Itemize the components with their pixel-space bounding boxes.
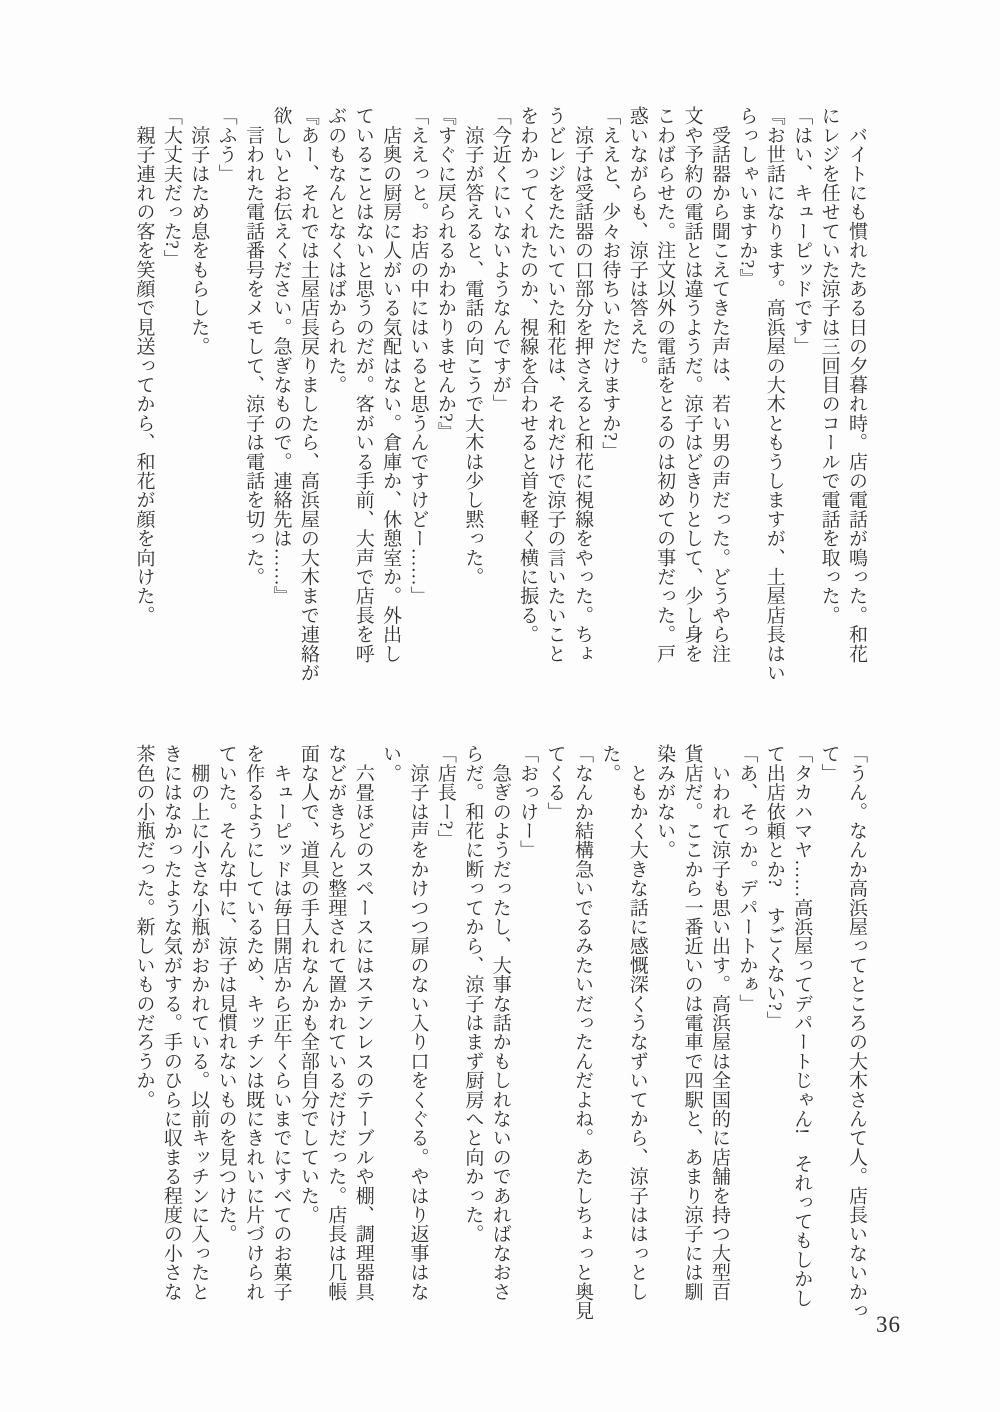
text-column: 「店長ー?」 [434, 744, 456, 849]
top-text-block [130, 106, 870, 682]
text-column: 染みがない。 [654, 744, 676, 860]
text-column: て出店依頼とか? すごくない?」 [763, 744, 785, 1031]
text-column: た。 [599, 744, 621, 783]
text-column: らだ。和花に断ってから、涼子はまず厨房へと向かった。 [462, 744, 484, 1244]
text-column: 「はい、キューピッドです」 [791, 106, 813, 356]
text-column: いわれて涼子も思い出す。高浜屋は全国的に店舗を持つ大型百 [708, 744, 730, 1301]
text-column: い。 [380, 744, 402, 783]
text-column: 惑いながらも、涼子は答えた。 [626, 106, 648, 375]
text-column: 言われた電話番号をメモして、涼子は電話を切った。 [243, 106, 265, 586]
text-column: らっしゃいますか?』 [736, 106, 758, 288]
text-column: 親子連れの客を笑顔で見送ってから、和花が顔を向けた。 [133, 106, 155, 625]
text-column: キューピッドは毎日開店から正午くらいまでにすべてのお菓子 [270, 744, 292, 1301]
text-column: 『あー、それでは土屋店長戻りましたら、高浜屋の大木まで連絡が [297, 106, 319, 682]
text-column: 茶色の小瓶だった。新しいものだろうか。 [133, 744, 155, 1109]
text-column: 面な人で、道具の手入れなんかも全部自分でしていた。 [297, 744, 319, 1224]
text-column: 「大丈夫だった?」 [160, 106, 182, 269]
text-column: 涼子が答えると、電話の向こうで大木は少し黙った。 [462, 106, 484, 586]
text-column: 「うん。なんか高浜屋ってところの大木さんて人。店長いないかっ [846, 744, 867, 1320]
page-number: 36 [876, 1312, 901, 1337]
text-column: 涼子はため息をもらした。 [188, 106, 210, 356]
text-column: 受話器から聞こえてきた声は、若い男の声だった。どうやら注 [708, 106, 730, 663]
text-column: 棚の上に小さな小瓶がおかれている。以前キッチンに入ったと [188, 744, 210, 1301]
text-column: 涼子は声をかけつつ扉のない入り口をくぐる。やはり返事はな [407, 744, 429, 1301]
text-column: 「おっけー」 [517, 744, 539, 860]
text-column: ともかく大きな話に感慨深くうなずいてから、涼子ははっとし [626, 744, 648, 1301]
text-column: 文や予約の電話とは違うようだ。涼子はどきりとして、少し身を [681, 106, 703, 663]
text-column: を作るようにしているため、キッチンは既にきれいに片づけられ [243, 744, 265, 1301]
text-column: 店奥の厨房に人がいる気配はない。倉庫か、休憩室か。外出し [380, 106, 402, 663]
text-column: 「ふう」 [215, 106, 237, 183]
text-column: きにはなかったような気がする。手のひらに収まる程度の小さな [160, 744, 182, 1301]
text-column: 「なんか結構急いでるみたいだったんだよね。あたしちょっと奥見 [571, 744, 593, 1320]
text-column: ていることはないと思うのだが。客がいる手前、大声で店長を呼 [352, 106, 374, 663]
text-column: バイトにも慣れたある日の夕暮れ時。店の電話が鳴った。和花 [846, 106, 867, 663]
text-column: 「あ、そっか。デパートかぁ」 [736, 744, 758, 1013]
text-column: 「今近くにいないようなんですが」 [489, 106, 511, 414]
text-column: 貨店だ。ここから一番近いのは電車で四駅と、あまり涼子には馴 [681, 744, 703, 1301]
text-column: 六畳ほどのスペースにはステンレスのテーブルや棚、調理器具 [352, 744, 374, 1301]
text-column: などがきちんと整理されて置かれているだけだった。店長は几帳 [325, 744, 347, 1301]
text-column: 「ええっと。お店の中にはいると思うんですけどー……」 [407, 106, 429, 606]
text-column: うどレジをたたいていた和花は、それだけで涼子の言いたいこと [544, 106, 566, 663]
text-column: ていた。そんな中に、涼子は見慣れないものを見つけた。 [215, 744, 237, 1244]
text-column: 「タカハマヤ……高浜屋ってデパートじゃん! それってもしかし [791, 744, 813, 1308]
text-column: こわばらせた。注文以外の電話をとるのは初めての事だった。戸 [654, 106, 676, 663]
text-column: をわかってくれたのか、視線を合わせると首を軽く横に振る。 [517, 106, 539, 644]
text-column: て」 [818, 744, 840, 783]
text-column: てくる」 [544, 744, 566, 821]
text-column: 『お世話になります。高浜屋の大木ともうしますが、土屋店長はい [763, 106, 785, 682]
text-column: 涼子は受話器の口部分を押さえると和花に視線をやった。ちょ [571, 106, 593, 663]
text-column: にレジを任せていた涼子は三回目のコールで電話を取った。 [818, 106, 840, 625]
text-column: 欲しいとお伝えください。急ぎなもので。連絡先は……』 [270, 106, 292, 606]
text-column: 『すぐに戻られるかわかりませんか?』 [434, 106, 456, 442]
text-column: 急ぎのようだったし、大事な話かもしれないのであればなおさ [489, 744, 511, 1301]
bottom-text-block [130, 744, 870, 1320]
text-column: 「ええと、少々お待ちいただけますか?」 [599, 106, 621, 461]
text-column: ぶのもなんとなくはばかられた。 [325, 106, 347, 394]
